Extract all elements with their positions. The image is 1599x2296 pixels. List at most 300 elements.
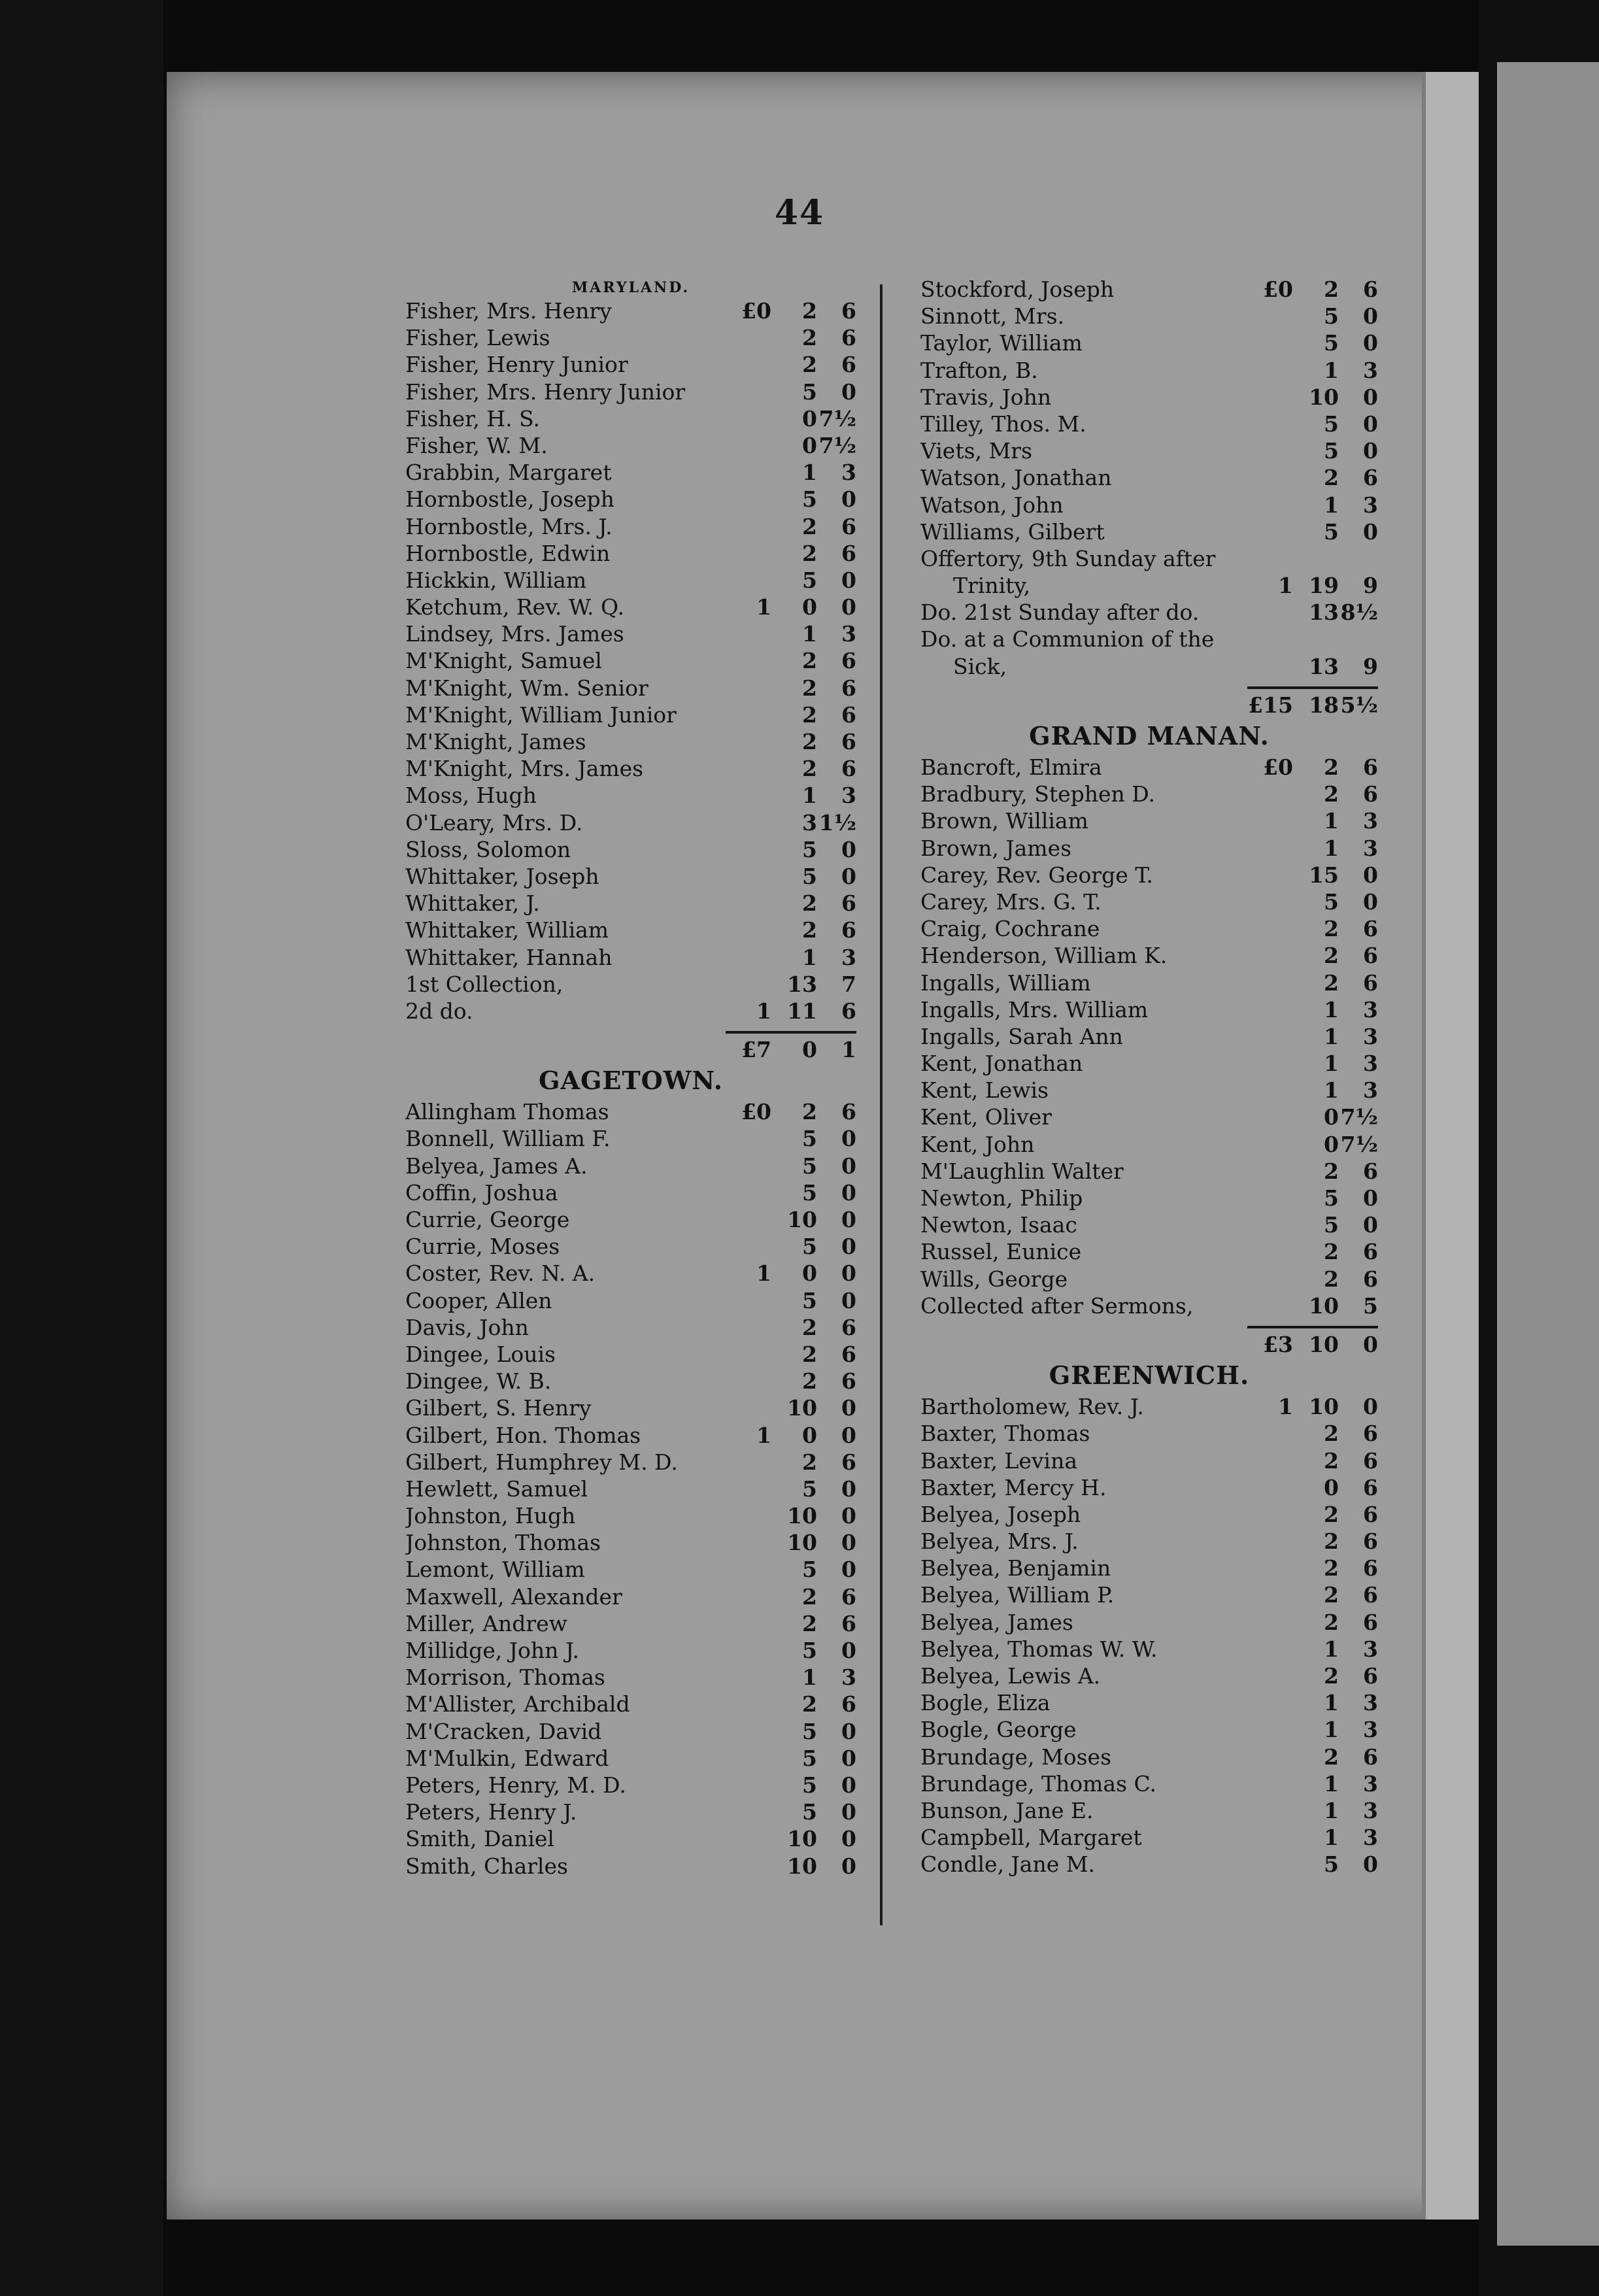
amount-shillings: 0: [802, 1422, 817, 1448]
section-total: [920, 1331, 1378, 1358]
subscriber-name: Johnston, Thomas: [405, 1530, 601, 1556]
subscriber-name: Dingee, Louis: [405, 1341, 556, 1367]
amount-shillings: 2: [1324, 1239, 1339, 1265]
amount-pence: 3: [1363, 1770, 1378, 1797]
subscriber-name: Kent, John: [920, 1131, 1035, 1157]
subscription-row: [405, 620, 856, 647]
subscriber-name: Currie, George: [405, 1207, 570, 1232]
subscription-row: [920, 1770, 1378, 1797]
amount-pounds: £0: [1263, 754, 1293, 780]
subscriber-name: Bartholomew, Rev. J.: [920, 1394, 1144, 1420]
subscriber-name: M'Knight, Mrs. James: [405, 756, 644, 782]
amount-shillings: 2: [802, 1368, 817, 1394]
subscription-row: [920, 1689, 1378, 1716]
subscriber-name: Watson, Jonathan: [920, 465, 1112, 491]
amount-shillings: 2: [802, 675, 817, 701]
subscription-row: [405, 1394, 856, 1421]
amount-pence: 3: [1363, 1690, 1378, 1716]
subscription-row: [920, 1636, 1378, 1663]
subscription-row: [920, 1474, 1378, 1501]
subscriber-name: Watson, John: [920, 492, 1064, 518]
subscription-row: [405, 405, 856, 432]
column-divider: [880, 284, 883, 1925]
amount-pence: 1½: [818, 809, 856, 836]
subscription-row: [920, 888, 1378, 915]
subscriber-name: Belyea, James A.: [405, 1153, 588, 1179]
subscriber-name: Whittaker, William: [405, 917, 609, 943]
amount-shillings: 2: [802, 325, 817, 351]
amount-pence: 3: [1363, 1717, 1378, 1743]
amount-pence: 6: [1363, 916, 1378, 942]
amount-pence: 6: [841, 1449, 856, 1475]
amount-pence: 6: [1363, 1421, 1378, 1447]
amount-shillings: 2: [1324, 1582, 1339, 1608]
amount-pence: 0: [841, 1207, 856, 1232]
amount-shillings: 5: [1324, 518, 1339, 545]
amount-shillings: 10: [1309, 1292, 1339, 1319]
subscriber-name: Millidge, John J.: [405, 1638, 580, 1663]
subscription-row: [405, 1125, 856, 1152]
subscription-row: [405, 1853, 856, 1880]
amount-pounds: 1: [756, 998, 771, 1024]
amount-shillings: 5: [802, 1287, 817, 1313]
subscription-row: [920, 1158, 1378, 1185]
page-number: 44: [774, 193, 825, 233]
subscription-row: [920, 357, 1378, 384]
amount-shillings: 2: [802, 352, 817, 378]
subscription-row: [405, 1772, 856, 1798]
amount-shillings: 1: [802, 1664, 817, 1691]
subscriber-name: Whittaker, Joseph: [405, 863, 599, 889]
subscriber-name: Russel, Eunice: [920, 1239, 1082, 1265]
amount-pence: 0: [1363, 1394, 1378, 1420]
subscriber-name: Wills, George: [920, 1266, 1068, 1292]
amount-pence: 9: [1363, 653, 1378, 679]
amount-shillings: 2: [1324, 1528, 1339, 1555]
amount-shillings: 5: [1324, 303, 1339, 329]
amount-pence: 0: [841, 1530, 856, 1556]
amount-shillings: 1: [1324, 1770, 1339, 1797]
amount-shillings: 1: [1324, 1636, 1339, 1662]
amount-pence: 6: [1363, 781, 1378, 807]
amount-pence: 3: [1363, 1051, 1378, 1077]
subscriber-name: Bradbury, Stephen D.: [920, 781, 1156, 807]
subscriber-name: Hickkin, William: [405, 567, 587, 593]
amount-pence: 0: [841, 1153, 856, 1179]
amount-pence: 9: [1363, 573, 1378, 599]
amount-shillings: 2: [1324, 1266, 1339, 1292]
amount-shillings: 2: [1324, 781, 1339, 807]
amount-pence: 6: [841, 325, 856, 351]
subscriber-name: Newton, Isaac: [920, 1212, 1077, 1238]
amount-shillings: 10: [1309, 1394, 1339, 1420]
amount-pence: 3: [1363, 835, 1378, 861]
amount-pence: 3: [1363, 357, 1378, 383]
amount-shillings: 2: [802, 540, 817, 566]
amount-shillings: 2: [1324, 277, 1339, 302]
subscription-row: [920, 942, 1378, 969]
amount-pence: 7½: [1340, 1104, 1378, 1130]
amount-pence: 6: [841, 756, 856, 782]
subscription-row: [405, 1825, 856, 1852]
amount-shillings: 5: [802, 1772, 817, 1798]
subscriber-name: Davis, John: [405, 1314, 529, 1340]
amount-shillings: 2: [802, 1314, 817, 1340]
subscriber-name: Belyea, Benjamin: [920, 1555, 1111, 1581]
amount-pence: 0: [841, 1557, 856, 1583]
amount-pence: 3: [841, 1664, 856, 1691]
subscription-row: [920, 1663, 1378, 1689]
subscription-row: [405, 351, 856, 378]
amount-pence: 6: [1363, 1528, 1378, 1555]
subscriber-name: Fisher, Mrs. Henry: [405, 298, 612, 324]
subscription-row: [405, 1691, 856, 1717]
right-column: [920, 276, 1378, 1878]
amount-pence: 5: [1363, 1292, 1378, 1319]
subscription-row: [405, 1745, 856, 1772]
amount-pence: 0: [841, 1260, 856, 1287]
amount-pence: 6: [1363, 1555, 1378, 1581]
subscription-row: [920, 1447, 1378, 1474]
subscriber-name: Sinnott, Mrs.: [920, 303, 1065, 329]
amount-pounds: 1: [756, 1422, 771, 1448]
amount-shillings: 5: [802, 1557, 817, 1583]
amount-shillings: 2: [1324, 943, 1339, 969]
amount-pence: 6: [841, 729, 856, 754]
subscriber-name: M'Knight, Wm. Senior: [405, 675, 648, 701]
total-pence: 5½: [1340, 692, 1378, 718]
amount-pence: 3: [1363, 492, 1378, 518]
subscriber-name: Grabbin, Margaret: [405, 460, 612, 486]
subscriber-name: Gilbert, Humphrey M. D.: [405, 1449, 678, 1475]
amount-pence: 0: [1363, 303, 1378, 329]
subscription-row: [920, 464, 1378, 491]
amount-shillings: 5: [802, 1153, 817, 1179]
subscriber-name: Kent, Lewis: [920, 1077, 1049, 1104]
subscriber-name: Tilley, Thos. M.: [920, 411, 1086, 437]
subscription-row: [920, 835, 1378, 862]
subscription-row: [405, 1153, 856, 1179]
amount-shillings: 5: [802, 1476, 817, 1502]
subscriber-name: Brown, William: [920, 808, 1088, 834]
total-shillings: 0: [802, 1037, 817, 1063]
amount-shillings: 10: [787, 1207, 817, 1232]
subscription-row: [920, 1555, 1378, 1581]
amount-shillings: 1: [1324, 835, 1339, 861]
subscriber-name: 1st Collection,: [405, 971, 564, 997]
amount-pence: 0: [841, 1126, 856, 1152]
subscription-row: [405, 513, 856, 540]
amount-shillings: 1: [802, 621, 817, 647]
subscription-row: [405, 1260, 856, 1287]
subscription-row: [920, 545, 1378, 572]
amount-shillings: 1: [802, 460, 817, 486]
subscription-row: [920, 653, 1378, 680]
amount-shillings: 2: [1324, 1447, 1339, 1474]
subscription-row: [405, 1314, 856, 1341]
amount-pence: 3: [1363, 1023, 1378, 1049]
amount-shillings: 1: [1324, 1825, 1339, 1851]
amount-shillings: 11: [787, 998, 817, 1024]
amount-pounds: 1: [1278, 1394, 1293, 1420]
subscription-row: [920, 1266, 1378, 1292]
subscriber-name: Taylor, William: [920, 330, 1083, 356]
subscriber-name: Bogle, George: [920, 1717, 1077, 1743]
amount-pence: 0: [841, 1179, 856, 1206]
amount-pence: 6: [841, 513, 856, 539]
amount-pence: 0: [1363, 384, 1378, 410]
subscriber-name: Condle, Jane M.: [920, 1851, 1096, 1878]
subscriber-name: Bogle, Eliza: [920, 1690, 1051, 1716]
subscription-row: [920, 1528, 1378, 1555]
subscriber-name: M'Laughlin Walter: [920, 1158, 1124, 1184]
amount-pence: 6: [841, 1099, 856, 1125]
subscription-row: [405, 971, 856, 998]
subscription-row: [405, 297, 856, 324]
subscription-row: [920, 329, 1378, 356]
amount-pence: 6: [841, 1341, 856, 1367]
subscription-row: [920, 303, 1378, 329]
amount-shillings: 5: [1324, 1851, 1339, 1878]
subscription-row: [405, 432, 856, 459]
amount-pence: 0: [1363, 438, 1378, 464]
subscription-row: [920, 1716, 1378, 1743]
subscriber-name: Fisher, Henry Junior: [405, 352, 628, 378]
subscriber-name: Trinity,: [953, 573, 1031, 599]
subscriber-name: Belyea, Lewis A.: [920, 1663, 1101, 1689]
subscription-row: [920, 754, 1378, 781]
amount-shillings: 2: [802, 648, 817, 674]
subscriber-name: Carey, Rev. George T.: [920, 862, 1153, 888]
subscriber-name: Offertory, 9th Sunday after: [920, 545, 1216, 571]
subscriber-name: Miller, Andrew: [405, 1610, 567, 1636]
amount-shillings: 5: [802, 1638, 817, 1663]
amount-shillings: 2: [1324, 916, 1339, 942]
amount-shillings: 5: [802, 1745, 817, 1771]
subscriber-name: Brundage, Moses: [920, 1744, 1112, 1770]
total-rule: [726, 1031, 856, 1034]
amount-shillings: 10: [787, 1853, 817, 1879]
amount-shillings: 2: [802, 1449, 817, 1475]
amount-shillings: 5: [1324, 411, 1339, 437]
subscription-row: [405, 1718, 856, 1745]
amount-shillings: 15: [1309, 862, 1339, 888]
amount-shillings: 5: [802, 1718, 817, 1744]
amount-shillings: 5: [802, 863, 817, 889]
amount-shillings: 2: [802, 1691, 817, 1717]
subscription-row: [405, 1233, 856, 1260]
amount-pence: 0: [841, 1772, 856, 1798]
amount-shillings: 0: [1324, 1474, 1339, 1500]
subscription-row: [405, 1583, 856, 1610]
amount-pence: 6: [1363, 970, 1378, 996]
amount-shillings: 1: [802, 783, 817, 809]
subscription-row: [920, 1292, 1378, 1319]
subscriber-name: Dingee, W. B.: [405, 1368, 552, 1394]
amount-pence: 0: [841, 836, 856, 862]
subscriber-name: Johnston, Hugh: [405, 1503, 576, 1529]
amount-pence: 6: [841, 890, 856, 917]
amount-shillings: 2: [1324, 1555, 1339, 1581]
amount-pence: 0: [1363, 518, 1378, 545]
amount-shillings: 5: [802, 1799, 817, 1825]
amount-shillings: 0: [1324, 1131, 1339, 1157]
amount-pence: 3: [1363, 1825, 1378, 1851]
section-heading: MARYLAND.: [571, 279, 690, 296]
amount-shillings: 2: [1324, 1158, 1339, 1184]
amount-shillings: 5: [802, 486, 817, 513]
subscription-row: [405, 1449, 856, 1476]
subscription-row: [405, 890, 856, 917]
subscriber-name: M'Knight, James: [405, 729, 586, 754]
amount-shillings: 2: [1324, 754, 1339, 780]
subscriber-name: Belyea, William P.: [920, 1582, 1115, 1608]
subscription-row: [405, 782, 856, 809]
subscription-row: [920, 915, 1378, 942]
amount-shillings: 10: [787, 1395, 817, 1421]
amount-shillings: 5: [802, 1126, 817, 1152]
amount-shillings: 1: [1324, 1023, 1339, 1049]
subscriber-name: Hornbostle, Joseph: [405, 486, 614, 513]
subscriber-name: Bonnell, William F.: [405, 1126, 611, 1152]
subscription-row: [405, 728, 856, 755]
subscription-row: [405, 1476, 856, 1502]
amount-pounds: 1: [756, 1260, 771, 1287]
amount-shillings: 19: [1309, 573, 1339, 599]
subscription-row: [920, 807, 1378, 834]
amount-shillings: 2: [802, 298, 817, 324]
subscriber-name: Belyea, Joseph: [920, 1501, 1081, 1527]
subscription-row: [405, 1179, 856, 1206]
subscriber-name: Lindsey, Mrs. James: [405, 621, 624, 647]
subscription-row: [920, 1104, 1378, 1130]
amount-shillings: 1: [1324, 1797, 1339, 1823]
amount-shillings: 5: [802, 1234, 817, 1260]
subscriber-name: Ingalls, Sarah Ann: [920, 1023, 1123, 1049]
amount-shillings: 13: [1309, 599, 1339, 626]
amount-pence: 6: [1363, 754, 1378, 780]
subscriber-name: Baxter, Mercy H.: [920, 1474, 1107, 1500]
section-heading: GAGETOWN.: [539, 1066, 723, 1096]
amount-pence: 0: [841, 1826, 856, 1852]
subscription-row: [920, 437, 1378, 464]
amount-shillings: 2: [802, 729, 817, 754]
subscription-row: [405, 998, 856, 1024]
amount-pence: 6: [841, 701, 856, 728]
amount-pence: 0: [841, 1234, 856, 1260]
amount-shillings: 2: [1324, 465, 1339, 491]
subscription-row: [405, 540, 856, 567]
subscription-row: [920, 384, 1378, 411]
section-heading: GRAND MANAN.: [1029, 721, 1270, 751]
subscription-row: [405, 567, 856, 594]
amount-shillings: 2: [802, 513, 817, 539]
amount-pence: 6: [1363, 1663, 1378, 1689]
amount-pence: 0: [1363, 1212, 1378, 1238]
section-total: [920, 692, 1378, 718]
subscription-row: [920, 1851, 1378, 1878]
amount-shillings: 1: [1324, 1717, 1339, 1743]
subscriber-name: Currie, Moses: [405, 1234, 560, 1260]
amount-pence: 8½: [1340, 599, 1378, 626]
subscriber-name: Craig, Cochrane: [920, 916, 1100, 942]
amount-shillings: 2: [1324, 1501, 1339, 1527]
subscriber-name: Gilbert, Hon. Thomas: [405, 1422, 641, 1448]
amount-shillings: 1: [1324, 357, 1339, 383]
amount-pounds: £0: [1263, 277, 1293, 302]
amount-pence: 0: [841, 486, 856, 513]
subscription-row: [405, 701, 856, 728]
subscriber-name: Newton, Philip: [920, 1185, 1083, 1211]
subscriber-name: Coffin, Joshua: [405, 1179, 558, 1206]
total-shillings: 18: [1309, 692, 1339, 718]
amount-shillings: 10: [1309, 384, 1339, 410]
amount-pence: 6: [841, 1583, 856, 1610]
amount-shillings: 13: [787, 971, 817, 997]
amount-pence: 0: [1363, 862, 1378, 888]
amount-shillings: 2: [802, 917, 817, 943]
amount-pence: 0: [841, 1503, 856, 1529]
amount-shillings: 2: [802, 701, 817, 728]
amount-pence: 0: [841, 567, 856, 593]
subscriber-name: Belyea, Mrs. J.: [920, 1528, 1079, 1555]
amount-shillings: 5: [802, 379, 817, 405]
subscription-row: [405, 863, 856, 890]
subscription-row: [920, 1824, 1378, 1851]
subscriber-name: Fisher, W. M.: [405, 432, 548, 458]
amount-pence: 6: [1363, 277, 1378, 302]
amount-shillings: 2: [1324, 1663, 1339, 1689]
amount-shillings: 0: [1324, 1104, 1339, 1130]
amount-pence: 0: [841, 1853, 856, 1879]
subscription-row: [405, 1664, 856, 1691]
subscriber-name: Whittaker, Hannah: [405, 944, 613, 970]
amount-pounds: 1: [1278, 573, 1293, 599]
subscriber-name: Ketchum, Rev. W. Q.: [405, 594, 624, 620]
subscription-row: [405, 1341, 856, 1368]
subscriber-name: Travis, John: [920, 384, 1052, 410]
subscriber-name: Carey, Mrs. G. T.: [920, 888, 1102, 915]
amount-pence: 6: [841, 1691, 856, 1717]
subscriber-name: Smith, Charles: [405, 1853, 568, 1879]
subscriber-name: Baxter, Levina: [920, 1447, 1078, 1474]
subscription-row: [405, 809, 856, 836]
amount-pence: 0: [1363, 1185, 1378, 1211]
amount-shillings: 5: [1324, 1185, 1339, 1211]
subscription-row: [405, 324, 856, 351]
amount-shillings: 2: [802, 890, 817, 917]
amount-pence: 0: [841, 594, 856, 620]
amount-shillings: 5: [802, 1179, 817, 1206]
amount-shillings: 13: [1309, 653, 1339, 679]
subscription-row: [405, 944, 856, 971]
amount-shillings: 5: [1324, 888, 1339, 915]
section-heading: GREENWICH.: [1049, 1360, 1250, 1391]
subscription-row: [405, 594, 856, 620]
amount-pence: 6: [841, 648, 856, 674]
subscription-row: [920, 276, 1378, 303]
film-border-left: [0, 0, 163, 2296]
amount-shillings: 1: [1324, 492, 1339, 518]
subscriber-name: Bunson, Jane E.: [920, 1797, 1094, 1823]
amount-shillings: 2: [802, 1099, 817, 1125]
subscription-row: [920, 1501, 1378, 1528]
amount-pence: 6: [1363, 1239, 1378, 1265]
subscriber-name: Lemont, William: [405, 1557, 585, 1583]
subscriber-name: Ingalls, Mrs. William: [920, 996, 1149, 1022]
amount-shillings: 0: [802, 1260, 817, 1287]
amount-shillings: 1: [1324, 808, 1339, 834]
